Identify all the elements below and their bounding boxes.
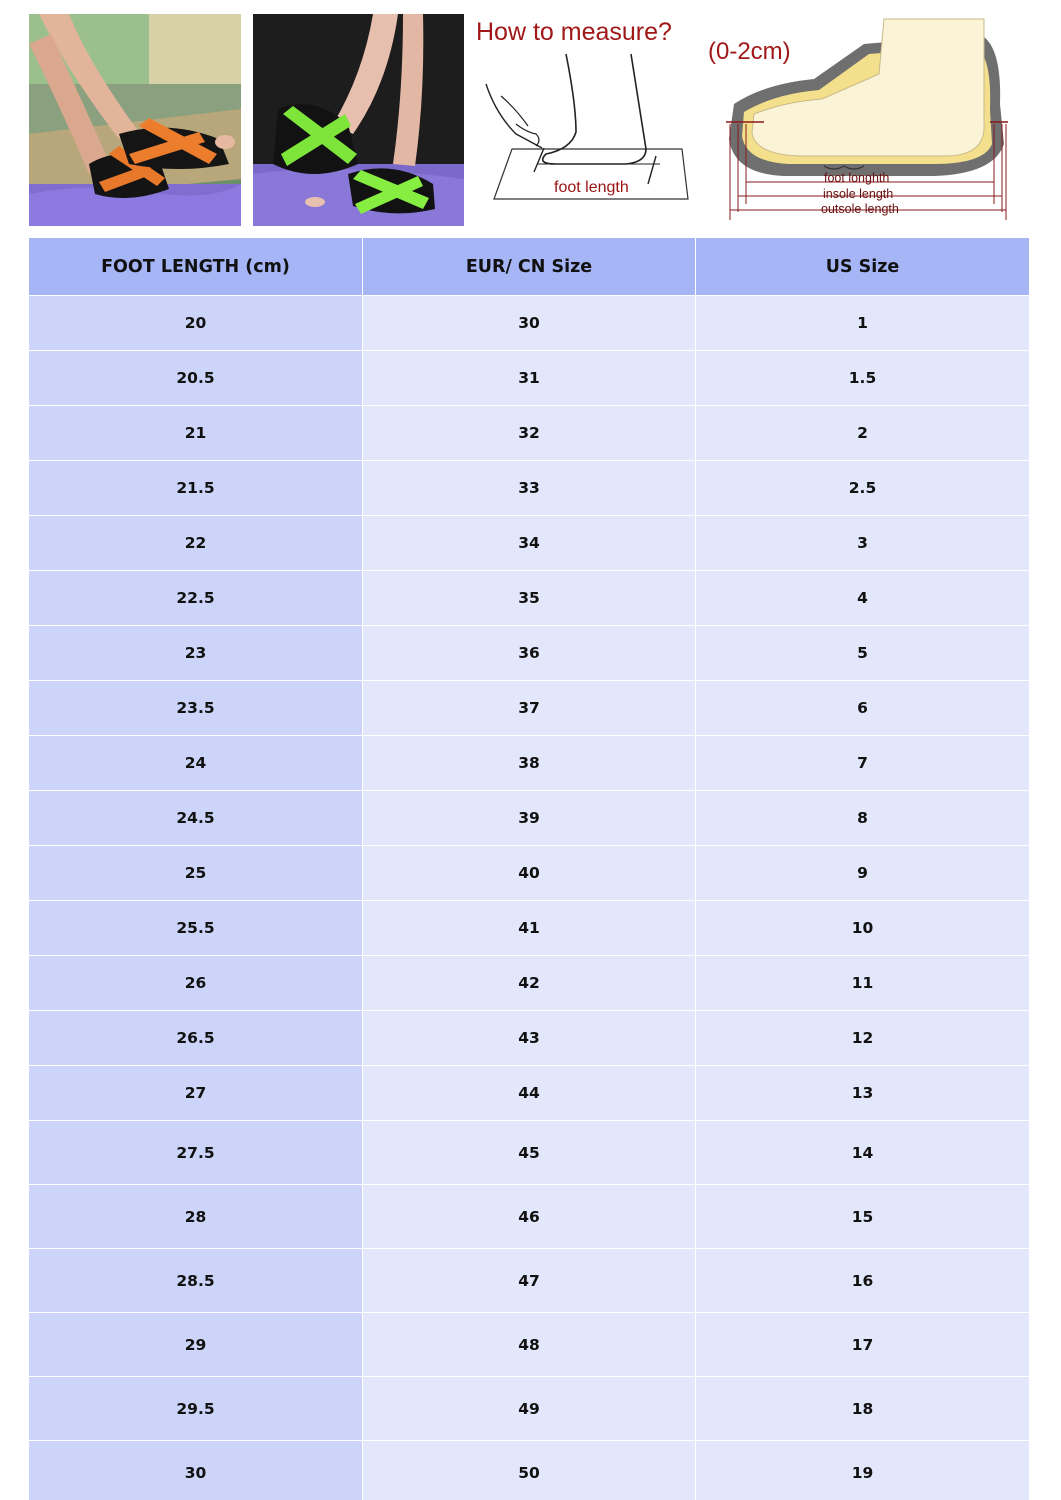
- eur-cn-size-cell: 40: [362, 846, 695, 900]
- eur-cn-size-cell: 44: [362, 1066, 695, 1120]
- table-row: [29, 900, 1029, 955]
- table-row: [29, 350, 1029, 405]
- eur-cn-size-cell: 48: [362, 1313, 695, 1376]
- eur-cn-size-cell: 31: [362, 351, 695, 405]
- foot-length-cell: 30: [29, 1441, 362, 1500]
- foot-length-cell: 25: [29, 846, 362, 900]
- table-row: [29, 1440, 1029, 1500]
- us-size-cell: 3: [695, 516, 1029, 570]
- us-size-cell: 12: [695, 1011, 1029, 1065]
- us-size-cell: 6: [695, 681, 1029, 735]
- eur-cn-size-cell: 36: [362, 626, 695, 680]
- eur-cn-size-cell: 32: [362, 406, 695, 460]
- table-row: [29, 295, 1029, 350]
- table-row: [29, 1184, 1029, 1248]
- foot-length-cell: 29: [29, 1313, 362, 1376]
- eur-cn-size-cell: 43: [362, 1011, 695, 1065]
- outsole-length-annotation: outsole length: [821, 202, 899, 216]
- foot-length-cell: 28.5: [29, 1249, 362, 1312]
- us-size-cell: 1: [695, 296, 1029, 350]
- us-size-cell: 9: [695, 846, 1029, 900]
- insole-length-annotation: insole length: [823, 187, 894, 201]
- foot-length-cell: 20: [29, 296, 362, 350]
- green-shoe-photo: [253, 14, 464, 226]
- eur-cn-size-cell: 50: [362, 1441, 695, 1500]
- us-size-cell: 19: [695, 1441, 1029, 1500]
- us-size-cell: 2: [695, 406, 1029, 460]
- us-size-cell: 4: [695, 571, 1029, 625]
- table-row: [29, 790, 1029, 845]
- table-header-row: [29, 238, 1029, 295]
- eur-cn-size-cell: 38: [362, 736, 695, 790]
- foot-length-cell: 26.5: [29, 1011, 362, 1065]
- eur-cn-size-cell: 49: [362, 1377, 695, 1440]
- eur-cn-size-cell: 41: [362, 901, 695, 955]
- shoe-size-diagram: [704, 14, 1030, 226]
- foot-length-cell: 23: [29, 626, 362, 680]
- foot-length-cell: 25.5: [29, 901, 362, 955]
- foot-length-cell: 22.5: [29, 571, 362, 625]
- foot-length-cell: 29.5: [29, 1377, 362, 1440]
- eur-cn-size-cell: 39: [362, 791, 695, 845]
- us-size-cell: 16: [695, 1249, 1029, 1312]
- foot-length-cell: 27.5: [29, 1121, 362, 1184]
- header-us-size: US Size: [695, 238, 1029, 295]
- table-row: [29, 1065, 1029, 1120]
- foot-length-cell: 28: [29, 1185, 362, 1248]
- eur-cn-size-cell: 46: [362, 1185, 695, 1248]
- range-label: (0-2cm): [708, 38, 791, 65]
- table-row: [29, 845, 1029, 900]
- table-row: [29, 1376, 1029, 1440]
- table-row: [29, 1248, 1029, 1312]
- foot-length-label: foot length: [554, 179, 629, 196]
- us-size-cell: 5: [695, 626, 1029, 680]
- foot-length-cell: 22: [29, 516, 362, 570]
- foot-length-cell: 27: [29, 1066, 362, 1120]
- us-size-cell: 11: [695, 956, 1029, 1010]
- eur-cn-size-cell: 42: [362, 956, 695, 1010]
- orange-shoe-photo: [29, 14, 241, 226]
- foot-length-cell: 23.5: [29, 681, 362, 735]
- table-row: [29, 460, 1029, 515]
- table-row: [29, 735, 1029, 790]
- table-row: [29, 515, 1029, 570]
- table-row: [29, 680, 1029, 735]
- us-size-cell: 7: [695, 736, 1029, 790]
- us-size-cell: 8: [695, 791, 1029, 845]
- us-size-cell: 18: [695, 1377, 1029, 1440]
- size-chart-table: [29, 238, 1029, 1500]
- table-body: [29, 295, 1029, 1500]
- table-row: [29, 1120, 1029, 1184]
- how-to-measure-diagram: [476, 14, 700, 226]
- table-row: [29, 1010, 1029, 1065]
- foot-length-cell: 21.5: [29, 461, 362, 515]
- eur-cn-size-cell: 30: [362, 296, 695, 350]
- eur-cn-size-cell: 34: [362, 516, 695, 570]
- us-size-cell: 17: [695, 1313, 1029, 1376]
- foot-length-annotation: foot longhth: [824, 171, 890, 185]
- eur-cn-size-cell: 37: [362, 681, 695, 735]
- eur-cn-size-cell: 47: [362, 1249, 695, 1312]
- foot-length-cell: 20.5: [29, 351, 362, 405]
- foot-length-cell: 21: [29, 406, 362, 460]
- how-to-measure-title: How to measure?: [476, 18, 672, 46]
- eur-cn-size-cell: 35: [362, 571, 695, 625]
- header-eur-cn-size: EUR/ CN Size: [362, 238, 695, 295]
- table-row: [29, 405, 1029, 460]
- header-foot-length: FOOT LENGTH (cm): [29, 238, 362, 295]
- table-row: [29, 955, 1029, 1010]
- us-size-cell: 10: [695, 901, 1029, 955]
- us-size-cell: 2.5: [695, 461, 1029, 515]
- table-row: [29, 1312, 1029, 1376]
- eur-cn-size-cell: 45: [362, 1121, 695, 1184]
- us-size-cell: 13: [695, 1066, 1029, 1120]
- foot-length-cell: 26: [29, 956, 362, 1010]
- foot-length-cell: 24.5: [29, 791, 362, 845]
- foot-length-cell: 24: [29, 736, 362, 790]
- us-size-cell: 15: [695, 1185, 1029, 1248]
- us-size-cell: 14: [695, 1121, 1029, 1184]
- table-row: [29, 625, 1029, 680]
- eur-cn-size-cell: 33: [362, 461, 695, 515]
- us-size-cell: 1.5: [695, 351, 1029, 405]
- table-row: [29, 570, 1029, 625]
